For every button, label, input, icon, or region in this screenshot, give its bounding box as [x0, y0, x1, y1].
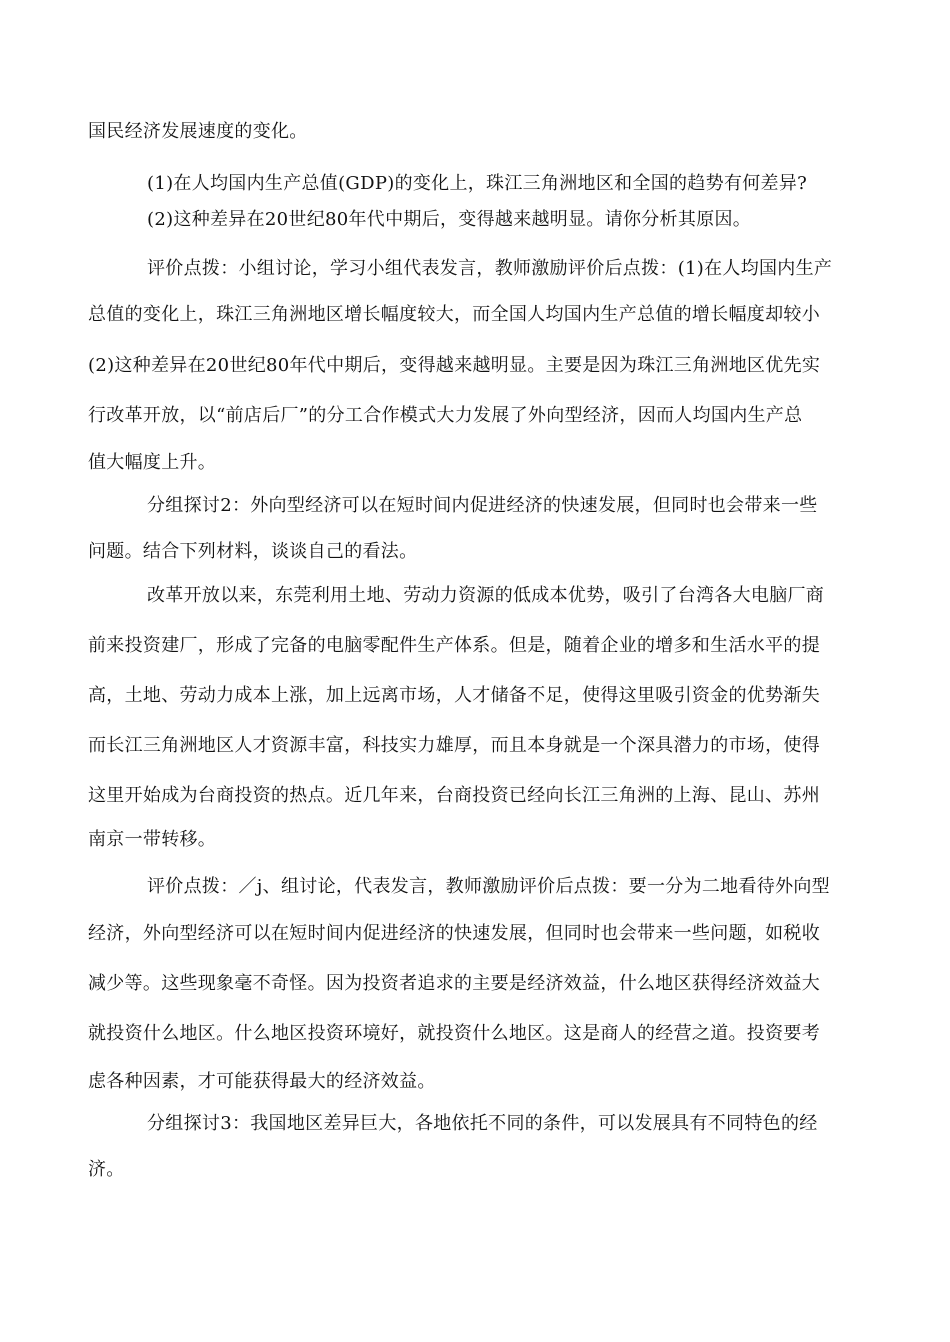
paragraph-line: 行改革开放，以“前店后厂”的分工合作模式大力发展了外向型经济，因而人均国内生产总 — [88, 405, 803, 426]
paragraph-line: 济。 — [88, 1159, 125, 1180]
paragraph-line: 总值的变化上，珠江三角洲地区增长幅度较大，而全国人均国内生产总值的增长幅度却较小 — [88, 304, 820, 325]
paragraph-line: 虑各种因素，才可能获得最大的经济效益。 — [88, 1071, 436, 1092]
paragraph-line: 前来投资建厂，形成了完备的电脑零配件生产体系。但是，随着企业的增多和生活水平的提 — [88, 635, 820, 656]
paragraph-line: 国民经济发展速度的变化。 — [88, 121, 308, 142]
paragraph-line: 减少等。这些现象毫不奇怪。因为投资者追求的主要是经济效益，什么地区获得经济效益大 — [88, 973, 820, 994]
question-1: (1)在人均国内生产总值(GDP)的变化上，珠江三角洲地区和全国的趋势有何差异? — [147, 173, 808, 194]
discussion-2-heading: 分组探讨2：外向型经济可以在短时间内促进经济的快速发展，但同时也会带来一些 — [147, 495, 818, 516]
paragraph-line: 就投资什么地区。什么地区投资环境好，就投资什么地区。这是商人的经营之道。投资要考 — [88, 1023, 820, 1044]
discussion-3-heading: 分组探讨3：我国地区差异巨大，各地依托不同的条件，可以发展具有不同特色的经 — [147, 1113, 818, 1134]
paragraph-line: 问题。结合下列材料，谈谈自己的看法。 — [88, 541, 418, 562]
paragraph-line: 而长江三角洲地区人才资源丰富，科技实力雄厚，而且本身就是一个深具潜力的市场，使得 — [88, 735, 820, 756]
question-2: (2)这种差异在20世纪80年代中期后，变得越来越明显。请你分析其原因。 — [147, 209, 752, 230]
paragraph-line: 这里开始成为台商投资的热点。近几年来，台商投资已经向长江三角洲的上海、昆山、苏州 — [88, 785, 820, 806]
paragraph-line: 南京一带转移。 — [88, 829, 217, 850]
paragraph-line: (2)这种差异在20世纪80年代中期后，变得越来越明显。主要是因为珠江三角洲地区优先实 — [88, 355, 821, 376]
paragraph-line: 经济，外向型经济可以在短时间内促进经济的快速发展，但同时也会带来一些问题，如税收 — [88, 923, 820, 944]
paragraph-line: 高，土地、劳动力成本上涨，加上远离市场，人才储备不足，使得这里吸引资金的优势渐失 — [88, 685, 820, 706]
evaluation-heading-line: 评价点拨：小组讨论，学习小组代表发言，教师激励评价后点拨：(1)在人均国内生产 — [147, 258, 833, 279]
material-paragraph-line: 改革开放以来，东莞利用土地、劳动力资源的低成本优势，吸引了台湾各大电脑厂商 — [147, 585, 825, 606]
paragraph-line: 值大幅度上升。 — [88, 452, 217, 473]
evaluation-heading-line: 评价点拨：／j、组讨论，代表发言，教师激励评价后点拨：要一分为二地看待外向型 — [147, 876, 830, 897]
